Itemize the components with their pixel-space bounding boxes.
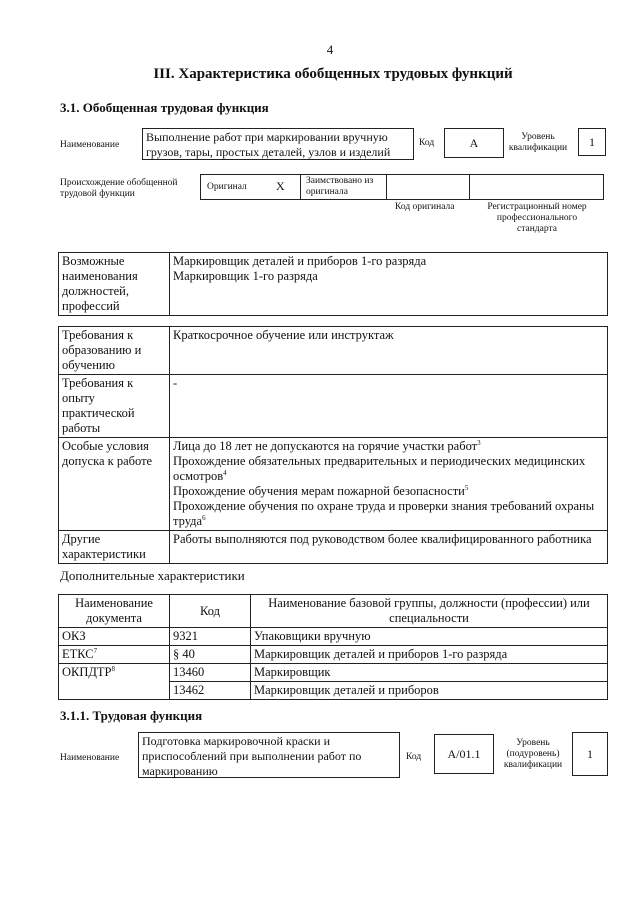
tf-level-label-line1: Уровень [516,738,550,748]
special-item-4-line1: Прохождение обучения по охране труда и проверки знания требований охраны [173,499,595,513]
experience-label-line2: опыту [62,391,95,405]
gtf-code-box: A [444,128,504,158]
header-doc [59,595,170,628]
origin-row [200,174,604,200]
positions-value [170,253,608,316]
special-label-line1: Особые условия [62,439,149,453]
tf-name-line2: приспособлений при выполнении работ по [142,749,362,763]
education-value: Краткосрочное обучение или инструктаж [170,327,608,375]
borrowed-label [306,176,373,198]
gtf-code-label: Код [419,138,435,148]
special-item-2-line2: осмотров [173,469,224,483]
header-name [251,595,608,628]
additional-table [58,594,608,700]
education-label-line3: обучению [62,358,115,372]
special-item-4 [173,499,604,514]
borrowed-label-line2: оригинала [306,187,348,197]
education-label-line2: образованию и [62,343,142,357]
header-name-line2: специальности [389,611,469,625]
gtf-name-line2: грузов, тары, простых деталей, узлов и изделий [146,145,391,159]
positions-value-line1: Маркировщик деталей и приборов 1-го разряда [173,254,427,268]
code-original-caption: Код оригинала [395,202,455,212]
table-row [59,664,608,682]
education-label [59,327,170,375]
positions-label-line1: Возможные [62,254,125,268]
tf-level-label-line3: квалификации [503,760,563,770]
row2-doc-text: ЕТКС [62,647,94,661]
special-value [170,438,608,531]
reg-number-caption-line3: стандарта [517,224,557,234]
special-label [59,438,170,531]
positions-label-line4: профессий [62,299,120,313]
row3-code: 13460 [170,664,251,682]
header-code: Код [170,595,251,628]
tf-name-line1: Подготовка маркировочной краски и [142,734,331,748]
additional-title: Дополнительные характеристики [60,568,245,583]
original-mark: X [276,179,285,193]
row3-name: Маркировщик [251,664,608,682]
row1-code: 9321 [170,628,251,646]
subsection-title: 3.1. Обобщенная трудовая функция [60,100,269,115]
tf-name-label: Наименование [60,753,120,763]
special-item-4b [173,514,604,529]
special-item-2-line1: Прохождение обязательных предварительных и периодических медицинских [173,454,586,468]
row2-code: § 40 [170,646,251,664]
footnote-8: 8 [111,664,116,673]
gtf-level-label-line2: квалификации [508,143,568,153]
header-doc-line1: Наименование [75,596,153,610]
reg-number-caption-line1: Регистрационный номер [487,202,587,212]
gtf-name-label: Наименование [60,140,120,150]
experience-label [59,375,170,438]
special-item-3-text: Прохождение обучения мерам пожарной безопасности [173,484,465,498]
row2-name: Маркировщик деталей и приборов 1-го разряда [251,646,608,664]
positions-table [58,252,608,316]
tf-level-box: 1 [572,732,608,776]
special-label-line2: допуска к работе [62,454,153,468]
gtf-name-line1: Выполнение работ при маркировании вручную [146,130,388,144]
origin-label-line1: Происхождение обобщенной [60,178,178,188]
education-label-line1: Требования к [62,328,134,342]
footnote-5: 5 [464,483,469,492]
special-item-2b [173,469,604,484]
special-item-4-line2: труда [173,514,203,528]
origin-label-line2: трудовой функции [60,189,135,199]
gtf-level-label [498,132,578,154]
tf-code-box: A/01.1 [434,734,494,774]
row3-doc [59,664,170,700]
row2-doc [59,646,170,664]
row1-name: Упаковщики вручную [251,628,608,646]
borrowed-label-line1: Заимствовано из [306,176,374,186]
row1-doc: ОКЗ [59,628,170,646]
section-title: III. Характеристика обобщенных трудовых функций [153,66,513,82]
special-item-2 [173,454,604,469]
gtf-level-label-line1: Уровень [521,132,555,142]
origin-divider-2 [386,174,387,200]
origin-divider-3 [469,174,470,200]
footnote-3: 3 [477,438,481,447]
header-doc-line2: документа [86,611,142,625]
other-label [59,531,170,564]
requirements-table [58,326,608,564]
footnote-6: 6 [202,513,206,522]
page-number: 4 [326,42,334,57]
origin-label [60,178,178,200]
experience-label-line1: Требования к [62,376,134,390]
original-label: Оригинал [207,182,247,192]
other-value: Работы выполняются под руководством более квалифицированного работника [170,531,608,564]
reg-number-caption [472,202,602,235]
tf-code-label: Код [406,752,422,762]
other-label-line1: Другие [62,532,101,546]
special-item-1-text: Лица до 18 лет не допускаются на горячие участки работ [173,439,478,453]
tf-level-label [496,738,570,771]
tf-name-box [138,732,400,778]
row4-name: Маркировщик деталей и приборов [251,682,608,700]
special-item-1 [173,439,604,454]
gtf-level-box: 1 [578,128,606,156]
gtf-name-box [142,128,414,160]
table-row [59,646,608,664]
row4-code: 13462 [170,682,251,700]
origin-divider-1 [300,174,301,200]
tf-name-line3: маркированию [142,764,218,778]
reg-number-caption-line2: профессионального [496,213,578,223]
table-row [59,628,608,646]
positions-label [59,253,170,316]
positions-label-line3: должностей, [62,284,129,298]
row3-doc-text: ОКПДТР [62,665,112,679]
experience-value: - [170,375,608,438]
experience-label-line3: практической [62,406,135,420]
experience-label-line4: работы [62,421,101,435]
positions-value-line2: Маркировщик 1-го разряда [173,269,318,283]
tf-level-label-line2: (подуровень) [506,749,560,759]
positions-label-line2: наименования [62,269,138,283]
other-label-line2: характеристики [62,547,146,561]
special-item-3 [173,484,604,499]
tf-title: 3.1.1. Трудовая функция [60,708,203,723]
header-name-line1: Наименование базовой группы, должности (профессии) или [268,596,590,610]
footnote-4: 4 [223,468,227,477]
footnote-7: 7 [93,646,98,655]
